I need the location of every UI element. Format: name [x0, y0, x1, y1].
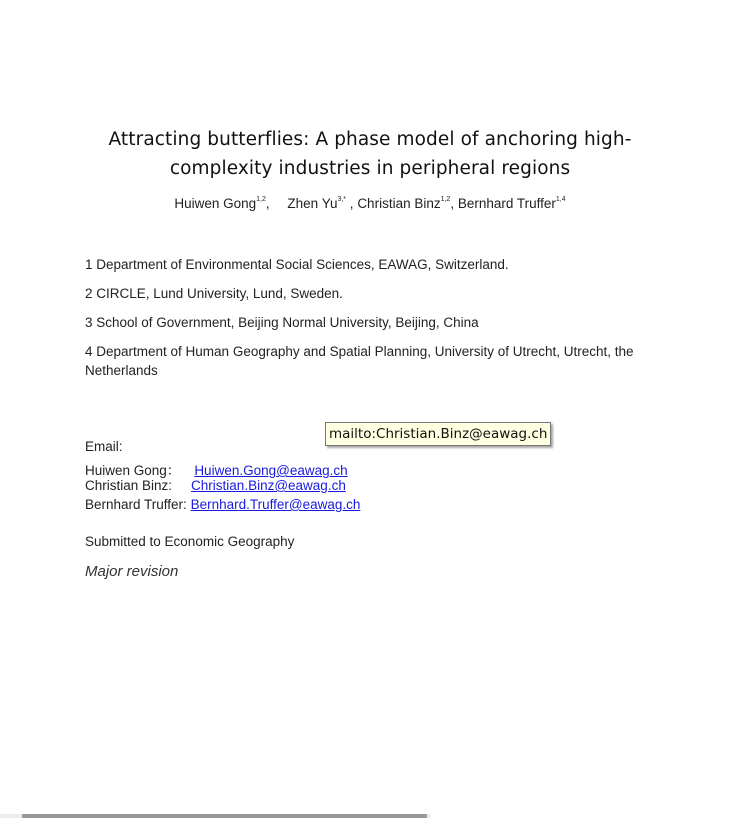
- author-separator: ,: [450, 196, 455, 211]
- horizontal-scrollbar[interactable]: [0, 814, 430, 818]
- email-person-label: Huiwen Gong：: [85, 463, 181, 478]
- email-row: [85, 497, 360, 512]
- scrollbar-thumb[interactable]: [22, 814, 427, 818]
- email-person-label: Christian Binz:: [85, 478, 173, 493]
- affiliation-4: 4 Department of Human Geography and Spatial Planning, University of Utrecht, Utrecht, the Netherlands: [85, 344, 634, 378]
- author-list: [0, 196, 740, 211]
- email-label: Email:: [85, 439, 123, 454]
- author-affiliation-sup: 3,*: [337, 196, 347, 203]
- submission-note: Submitted to Economic Geography: [85, 534, 295, 549]
- revision-status: Major revision: [85, 563, 179, 580]
- author-affiliation-sup: 1,2: [256, 196, 266, 203]
- email-row: [85, 459, 348, 479]
- author-affiliation-sup: 1,2: [440, 196, 451, 203]
- link-tooltip: mailto:Christian.Binz@eawag.ch: [325, 422, 551, 446]
- email-link[interactable]: Bernhard.Truffer@eawag.ch: [190, 497, 361, 512]
- paper-title-line-1: Attracting butterflies: A phase model of anchoring high-: [108, 129, 632, 150]
- email-row: [85, 478, 346, 493]
- author-name: Huiwen Gong: [174, 196, 257, 211]
- affiliation-1: 1 Department of Environmental Social Sciences, EAWAG, Switzerland.: [85, 257, 509, 272]
- paper-title-line-2: complexity industries in peripheral regions: [169, 158, 571, 179]
- email-link[interactable]: Huiwen.Gong@eawag.ch: [194, 463, 348, 478]
- author-separator: ,: [346, 196, 354, 211]
- affiliation-2: 2 CIRCLE, Lund University, Lund, Sweden.: [85, 286, 343, 301]
- affiliation-3: 3 School of Government, Beijing Normal University, Beijing, China: [85, 315, 479, 330]
- author-name: Zhen Yu: [287, 196, 338, 211]
- author-name: Bernhard Truffer: [457, 196, 556, 211]
- author-name: Christian Binz: [357, 196, 441, 211]
- email-person-label: Bernhard Truffer:: [85, 497, 187, 512]
- author-affiliation-sup: 1,4: [555, 196, 566, 203]
- author-separator: ,: [265, 196, 270, 211]
- email-link[interactable]: Christian.Binz@eawag.ch: [191, 478, 346, 493]
